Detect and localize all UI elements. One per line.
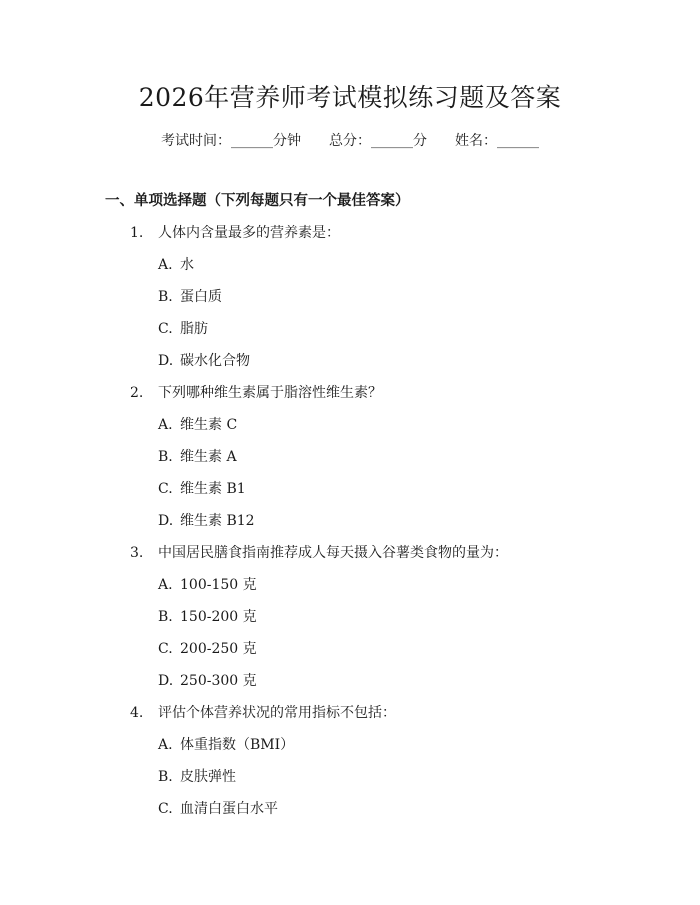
page-title: 2026年营养师考试模拟练习题及答案 [138,83,562,112]
option-letter: C. [158,641,173,657]
option-text: 脂肪 [180,321,208,337]
question-number: 1. [130,225,144,241]
option-letter: B. [158,609,173,625]
option-text: 维生素 B1 [180,481,246,497]
option-2c [158,478,246,500]
option-letter: D. [158,513,174,529]
option-letter: D. [158,673,174,689]
question-text: 人体内含量最多的营养素是： [158,225,340,241]
option-3a [158,574,257,596]
option-text: 100-150 克 [180,577,257,593]
option-1c [158,318,208,340]
option-letter: B. [158,769,173,785]
option-letter: B. [158,289,173,305]
option-letter: A. [158,417,173,433]
option-text: 水 [180,257,194,273]
total-score-label: 总分：______分 [329,133,427,149]
option-text: 碳水化合物 [180,353,250,369]
question-4 [130,702,396,724]
exam-meta-line [0,130,700,152]
name-label: 姓名：______ [455,133,539,149]
option-text: 维生素 A [180,449,237,465]
option-1b [158,286,222,308]
question-text: 评估个体营养状况的常用指标不包括： [158,705,396,721]
option-4b [158,766,236,788]
option-text: 250-300 克 [180,673,257,689]
question-3 [130,542,508,564]
question-number: 3. [130,545,144,561]
option-4c [158,798,278,820]
option-4a [158,734,294,756]
option-letter: A. [158,577,173,593]
option-letter: B. [158,449,173,465]
option-letter: D. [158,353,174,369]
option-letter: A. [158,257,173,273]
exam-time-label: 考试时间：______分钟 [161,133,301,149]
question-1 [130,222,340,244]
option-letter: C. [158,481,173,497]
option-text: 体重指数（BMI） [180,737,295,753]
question-text: 中国居民膳食指南推荐成人每天摄入谷薯类食物的量为： [158,545,508,561]
option-1a [158,254,194,276]
option-3c [158,638,257,660]
option-text: 200-250 克 [180,641,257,657]
option-3d [158,670,257,692]
option-1d [158,350,250,372]
option-letter: C. [158,801,173,817]
option-text: 蛋白质 [180,289,222,305]
section-heading: 一、单项选择题（下列每题只有一个最佳答案） [105,193,410,209]
option-text: 维生素 B12 [180,513,255,529]
option-text: 血清白蛋白水平 [180,801,278,817]
option-2b [158,446,237,468]
option-letter: C. [158,321,173,337]
question-2 [130,382,382,404]
question-text: 下列哪种维生素属于脂溶性维生素？ [158,385,382,401]
option-text: 维生素 C [180,417,238,433]
option-letter: A. [158,737,173,753]
option-2a [158,414,237,436]
question-number: 4. [130,705,144,721]
option-2d [158,510,255,532]
option-text: 150-200 克 [180,609,257,625]
option-text: 皮肤弹性 [180,769,236,785]
question-number: 2. [130,385,144,401]
option-3b [158,606,257,628]
